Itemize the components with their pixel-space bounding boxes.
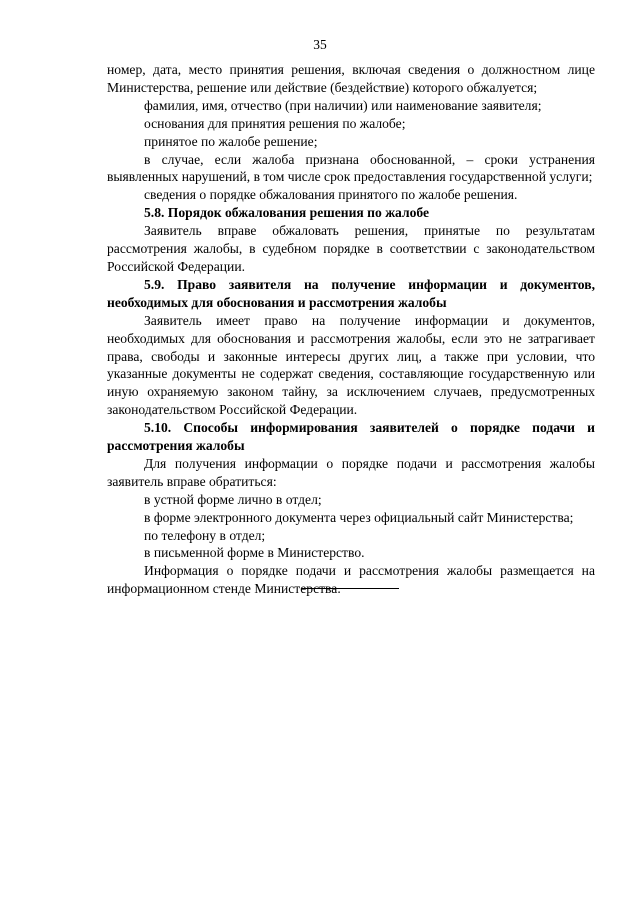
paragraph-info-stand: Информация о порядке подачи и рассмотрения жалобы размещается на информационном стенде Министерства. — [107, 563, 595, 597]
paragraph-right-to-information: Заявитель имеет право на получение информации и документов, необходимых для обоснования и рассмотрения жалобы, если это не затрагивает права, свободы и законные интересы других лиц, а также при условии, что указанные документы не содержат сведения, составляющие государственную или иную охраняемую законом тайну, за исключением случаев, предусмотренных законодательством Российской Федерации. — [107, 312, 595, 418]
paragraph-decision-grounds: основания для принятия решения по жалобе; — [144, 115, 406, 131]
section-heading-5-8: 5.8. Порядок обжалования решения по жалобе — [144, 205, 430, 221]
paragraph-appeal-procedure-info: сведения о порядке обжалования принятого по жалобе решения. — [144, 187, 518, 203]
paragraph-decision-details: номер, дата, место принятия решения, включая сведения о должностном лице Министерства, решение или действие (бездействие) которого обжалуется; — [107, 62, 595, 95]
page-number: 35 — [313, 37, 327, 52]
list-item-oral-form: в устной форме лично в отдел; — [144, 491, 322, 507]
list-item-written-form: в письменной форме в Министерство. — [144, 545, 365, 561]
paragraph-court-appeal: Заявитель вправе обжаловать решения, принятые по результатам рассмотрения жалобы, в судебном порядке в соответствии с законодательством Российской Федерации. — [107, 223, 595, 274]
end-divider-line — [302, 588, 399, 589]
list-item-electronic-form: в форме электронного документа через официальный сайт Министерства; — [144, 509, 574, 525]
section-heading-5-10: 5.10. Способы информирования заявителей о порядке подачи и рассмотрения жалобы — [107, 420, 595, 454]
paragraph-decision-taken: принятое по жалобе решение; — [144, 133, 318, 149]
paragraph-violation-terms: в случае, если жалоба признана обоснованной, – сроки устранения выявленных нарушений, в том числе срок предоставления государственной услуги; — [107, 151, 595, 185]
list-item-phone: по телефону в отдел; — [144, 527, 266, 543]
document-body — [107, 61, 595, 598]
section-heading-5-9: 5.9. Право заявителя на получение информации и документов, необходимых для обоснования и рассмотрения жалобы — [107, 276, 595, 310]
paragraph-how-to-get-info: Для получения информации о порядке подачи и рассмотрения жалобы заявитель вправе обратиться: — [107, 455, 595, 489]
paragraph-applicant-name: фамилия, имя, отчество (при наличии) или наименование заявителя; — [144, 97, 542, 113]
